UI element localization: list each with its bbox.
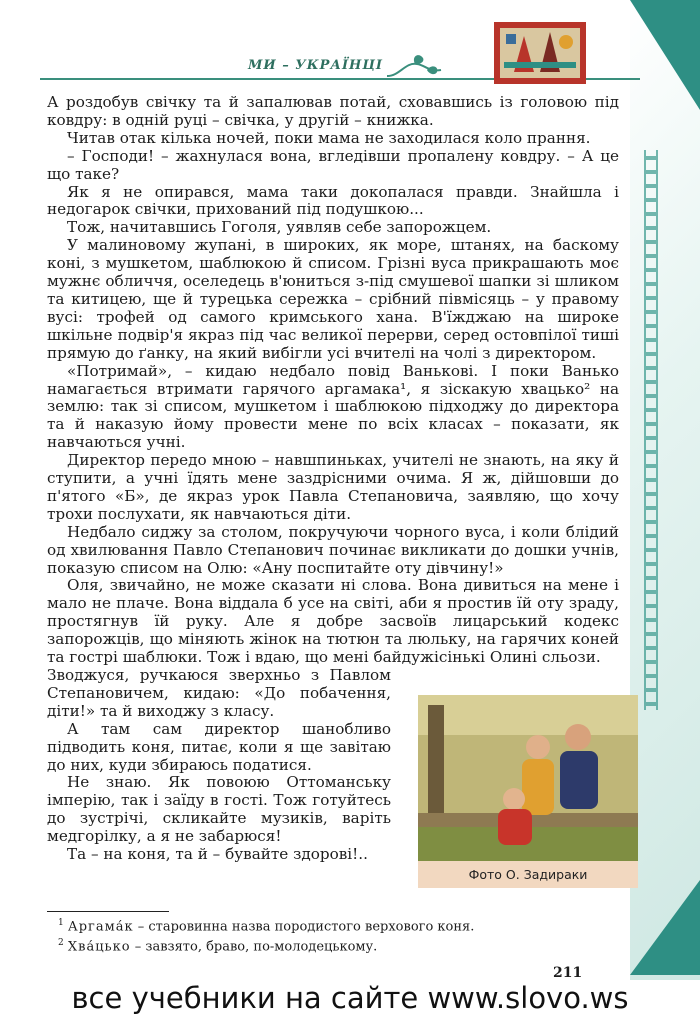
footnotes [58, 915, 618, 956]
paragraph: Оля, звичайно, не може сказати ні слова. Вона дивиться на мене і мало не плаче. Вона віддала б усе на світі, аби я простив їй оту зраду, простягнув їй руку. Але я добре засвоїв лицарський кодекс запорожців, що міняють жінок на тютюн та люльку, на гарячих коней та гострі шаблюки. Тож і вдаю, що мені байдужісінькі Олині сльози. [47, 576, 619, 667]
footnote-item [58, 935, 618, 955]
photo-caption: Фото О. Задираки [418, 861, 638, 888]
decorative-chain [644, 150, 658, 710]
paragraph: Тож, начитавшись Гоголя, уявляв себе запорожцем. [67, 218, 492, 237]
decorative-side-band [630, 0, 700, 980]
footer-banner: все учебники на сайте www.slovo.ws [71, 981, 629, 1015]
section-title: МИ – УКРАЇНЦІ [248, 58, 383, 73]
paragraph: А роздобув свічку та й запалював потай, сховавшись із головою під ковдру: в одній руці – свічка, у другій – книжка. [47, 93, 619, 129]
footnote-definition: – завзято, браво, по-молодецькому. [130, 939, 378, 955]
paragraph: Недбало сиджу за столом, покручуючи чорного вуса, і коли блідий од хвилювання Павло Степанович починає викликати до дошки учнів, показую списом на Олю: «Ану поспитайте оту дівчину!» [47, 522, 619, 577]
paragraph: Як я не опирався, мама таки докопалася правди. Знайшла і недогарок свічки, прихований під подушкою... [47, 182, 619, 219]
footnote-definition: – старовинна назва породистого верхового коня. [133, 919, 475, 935]
footnote-term: Аргама́к [67, 919, 134, 935]
paragraph: «Потримай», – кидаю недбало повід Ванькові. І поки Ванько намагається втримати гарячого аргамака¹, я зіскакую хвацько² на землю: так зі списом, мушкетом і шаблюкою підходжу до директора та й наказую йому провести мене по всіх класах – показати, як навчаються учні. [47, 361, 619, 452]
paragraph: А там сам директор шанобливо підводить коня, питає, коли я ще завітаю до них, куди збираюсь податися. [47, 719, 391, 774]
footnote-item [58, 915, 618, 935]
paragraph: Не знаю. Як повоюю Оттоманську імперію, так і заїду в гості. Тож готуйтесь до зустрічі, скликайте музиків, варіть медгорілку, а я не забарюся! [47, 773, 391, 846]
decorative-stripe-top [630, 0, 700, 110]
footnote-term: Хва́цько [67, 939, 131, 955]
footnote-mark: 1 [58, 918, 64, 928]
ornamental-emblem-icon [494, 22, 586, 84]
paragraph: Директор передо мною – навшпиньках, учителі не знають, на яку й ступити, а учні їдять мене заздрісними очима. Я ж, дійшовши до п'ятого «Б», де якраз урок Павла Степановича, заявляю, що хочу трохи послухати, як навчаються діти. [47, 451, 619, 523]
paragraph: Зводжуся, ручкаюся зверхньо з Павлом Степановичем, кидаю: «До побачення, діти!» та й виходжу з класу. [47, 666, 391, 720]
footnote-rule [47, 911, 169, 912]
paragraph: – Господи! – жахнулася вона, вгледівши пропалену ковдру. – А це що таке? [47, 146, 619, 183]
footnote-mark: 2 [58, 938, 64, 949]
children-photo [418, 695, 638, 861]
decorative-stripe-bottom [630, 880, 700, 975]
paragraph: Та – на коня, та й – бувайте здорові!.. [67, 845, 368, 864]
paragraph: У малиновому жупані, в широких, як море, штанях, на баскому коні, з мушкетом, шаблюкою й списом. Грізні вуса прикрашають моє мужнє обличчя, оселедець в'юниться з-під смушевої шапки зі шликом та китицею, ще й турецька сережка – срібний півмісяць – у правому вусі: трофей од самого кримського хана. В'їжджаю на широке шкільне подвір'я якраз під час великої перерви, серед остовпілої тиші прямую до ґанку, на який вибігли усі вчителі на чолі з директором. [47, 236, 619, 362]
page-number: 211 [553, 965, 583, 981]
paragraph: Читав отак кілька ночей, поки мама не заходилася коло прання. [67, 128, 591, 147]
photo-block [418, 695, 638, 890]
